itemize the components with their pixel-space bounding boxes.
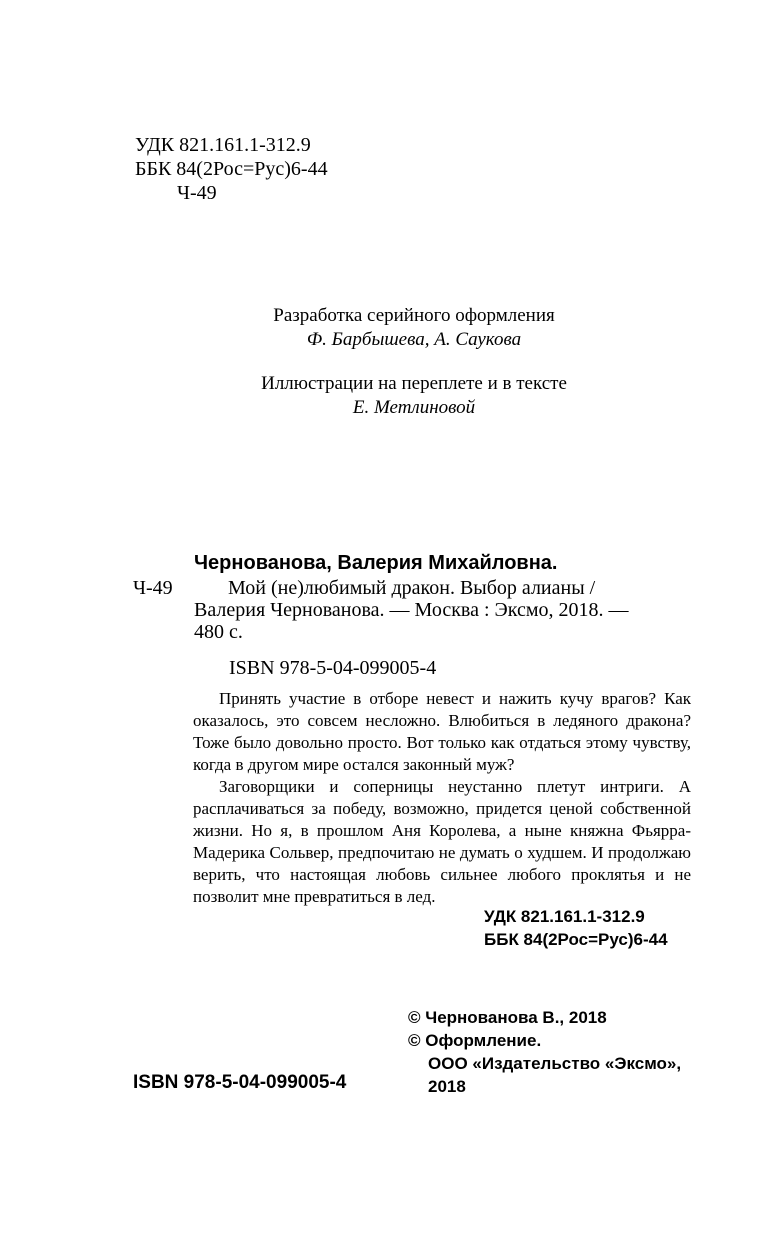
footer-isbn: ISBN 978-5-04-099005-4 <box>133 1072 347 1093</box>
author-mark: Ч-49 <box>177 182 217 204</box>
record-author-mark: Ч-49 <box>133 577 173 599</box>
bbk-code: ББК 84(2Рос=Рус)6-44 <box>135 158 328 180</box>
record-isbn: ISBN 978-5-04-099005-4 <box>229 657 437 679</box>
record-description-line-1: Мой (не)любимый дракон. Выбор алианы / <box>228 577 596 599</box>
record-description-line-2: Валерия Чернованова. — Москва : Эксмо, 2018. — <box>194 599 629 621</box>
copyright-design: © Оформление. <box>408 1031 542 1050</box>
publisher-year: 2018 <box>428 1077 466 1096</box>
series-design-label: Разработка серийного оформления <box>273 305 555 326</box>
illustrations-name: Е. Метлиновой <box>352 397 476 418</box>
copyright-author: © Чернованова В., 2018 <box>408 1008 607 1027</box>
annotation-paragraph-2: Заговорщики и соперницы неустанно плетут интриги. А расплачиваться за победу, возможно, придется ценой собственной жизни. Но я, в прошлом Аня Королева, а ныне княжна Фьярра-Мадерика Сольвер, предпочитаю не думать о худшем. И продолжаю верить, что настоящая любовь сильнее любого проклятья и не позволит мне превратиться в лед. <box>193 777 691 906</box>
bottom-bbk-code: ББК 84(2Рос=Рус)6-44 <box>484 930 668 949</box>
bottom-udk-code: УДК 821.161.1-312.9 <box>484 907 645 926</box>
udk-code: УДК 821.161.1-312.9 <box>135 134 311 156</box>
illustrations-label: Иллюстрации на переплете и в тексте <box>261 373 567 394</box>
publisher-line: ООО «Издательство «Эксмо», <box>428 1054 682 1073</box>
series-design-names: Ф. Барбышева, А. Саукова <box>306 329 522 350</box>
record-description-line-3: 480 с. <box>194 621 243 643</box>
annotation <box>193 688 691 908</box>
annotation-paragraph-1: Принять участие в отборе невест и нажить кучу врагов? Как оказалось, это совсем несложно. Влюбиться в ледяного дракона? Тоже было довольно просто. Вот только как отдаться этому чувству, когда в другом мире остался законный муж? <box>193 689 691 774</box>
author-heading: Чернованова, Валерия Михайловна. <box>194 552 558 574</box>
